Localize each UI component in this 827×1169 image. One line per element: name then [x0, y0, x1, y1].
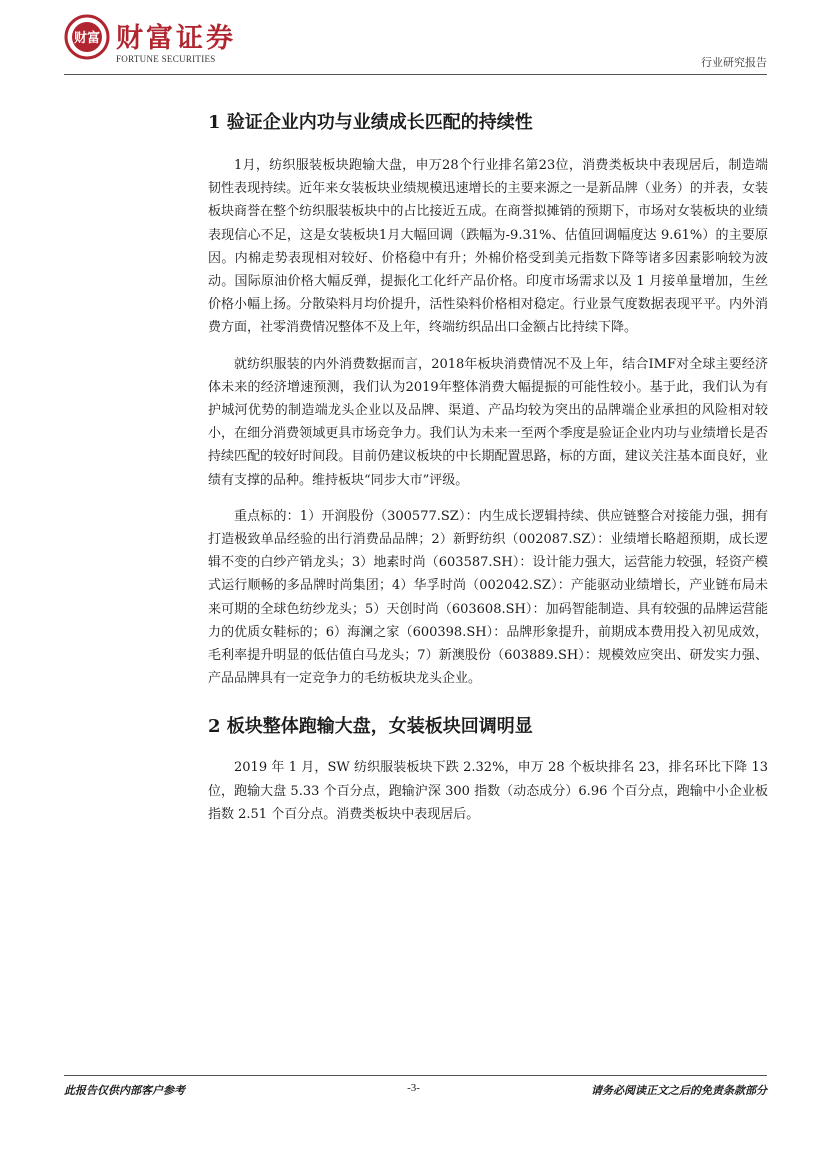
page-header: [64, 14, 767, 74]
section-2-title: 2 板块整体跑输大盘，女装板块回调明显: [208, 716, 533, 738]
section-1-paragraph-3: 重点标的：1）开润股份（300577.SZ）：内生成长逻辑持续、供应链整合对接能力强，拥有打造极致单品经验的出行消费品品牌；2）新野纺织（002087.SZ）：业绩增长略超预期，成长逻辑不变的白纱产销龙头；3）地素时尚（603587.SH）：设计能力强大，运营能力较强，轻资产模式运行顺畅的多品牌时尚集团；4）华孚时尚（002042.SZ）：产能驱动业绩增长，产业链布局未来可期的全球色纺纱龙头；5）天创时尚（603608.SH）：加码智能制造、具有较强的品牌运营能力的优质女鞋标的；6）海澜之家（600398.SH）：品牌形象提升，前期成本费用投入初见成效，毛利率提升明显的低估值白马龙头；7）新澳股份（603889.SH）：规模效应突出、研发实力强、产品品牌具有一定竞争力的毛纺板块龙头企业。: [208, 508, 768, 687]
page-number: -3-: [407, 1082, 420, 1094]
section-1-paragraph-1: 1月，纺织服装板块跑输大盘，申万28个行业排名第23位，消费类板块中表现居后，制造端韧性表现持续。近年来女装板块业绩规模迅速增长的主要来源之一是新品牌（业务）的并表，女装板块商誉在整个纺织服装板块中的占比接近五成。在商誉拟摊销的预期下，市场对女装板块的业绩表现信心不足，这是女装板块1月大幅回调（跌幅为-9.31%、估值回调幅度达 9.61%）的主要原因。内棉走势表现相对较好、价格稳中有升；外棉价格受到美元指数下降等诸多因素影响较为波动。国际原油价格大幅反弹，提振化工化纤产品价格。印度市场需求以及 1 月接单量增加，生丝价格小幅上扬。分散染料月均价提升，活性染料价格相对稳定。行业景气度数据表现平平。内外消费方面，社零消费情况整体不及上年，终端纺织品出口金额占比持续下降。: [208, 158, 768, 336]
section-1-paragraph-2: 就纺织服装的内外消费数据而言，2018年板块消费情况不及上年，结合IMF对全球主要经济体未来的经济增速预测，我们认为2019年整体消费大幅提振的可能性较小。基于此，我们认为有护城河优势的制造端龙头企业以及品牌、渠道、产品均较为突出的品牌端企业承担的风险相对较小，在细分消费领域更具市场竞争力。我们认为未来一至两个季度是验证企业内功与业绩增长是否持续匹配的较好时间段。目前仍建议板块的中长期配置思路，标的方面，建议关注基本面良好，业绩有支撑的品种。维持板块“同步大市”评级。: [208, 356, 768, 488]
footer-disclaimer-left: 此报告仅供内部客户参考: [64, 1084, 185, 1097]
header-divider: [64, 74, 767, 75]
section-2-paragraph-1: 2019 年 1 月，SW 纺织服装板块下跌 2.32%，申万 28 个板块排名 23，排名环比下降 13 位，跑输大盘 5.33 个百分点，跑输沪深 300 指数（动态成分）6.96 个百分点，跑输中小企业板指数 2.51 个百分点。消费类板块中表现居后。: [208, 760, 768, 822]
section-1-title: 1 验证企业内功与业绩成长匹配的持续性: [208, 112, 533, 133]
footer-disclaimer-right: 请务必阅读正文之后的免责条款部分: [591, 1084, 767, 1097]
fortune-logo-icon: [64, 14, 110, 60]
brand-name-cn: 财富证券: [116, 23, 236, 54]
brand-name-en: FORTUNE SECURITIES: [116, 54, 216, 64]
report-type-label: 行业研究报告: [701, 56, 767, 69]
logo-mark-text: 财富: [73, 31, 101, 46]
footer-divider: [64, 1075, 767, 1076]
main-content: [208, 110, 768, 839]
